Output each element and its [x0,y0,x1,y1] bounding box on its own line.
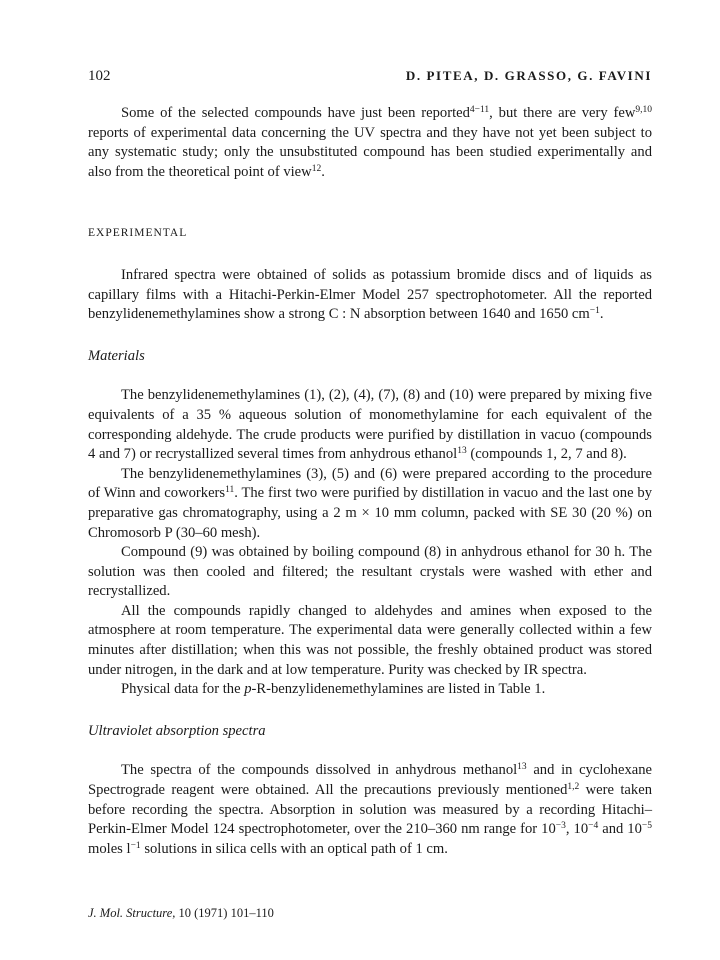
running-header [88,68,652,85]
reference-marker: 9,10 [635,105,652,115]
journal-citation-footer [88,906,274,921]
citation-details: 10 (1971) 101–110 [175,906,274,920]
materials-paragraph-2: The benzylidenemethylamines (3), (5) and (6) were prepared according to the procedure of Winn and coworkers$^{11}$. The first two were purified by distillation in vacuo and the last one by preparative gas chromatography, using a 2 m × 10 mm column, packed with SE 30 (20 %) on Chromosorb P (30–60 mesh). [88,465,653,541]
materials-paragraph-1: The benzylidenemethylamines (1), (2), (4), (7), (8) and (10) were prepared by mixing five equivalents of a 35 % aqueous solution of monomethylamine for each equivalent of the corresponding aldehyde. The crude products were purified by distillation in vacuo (compounds 4 and 7) or recrystallized several times from anhydrous ethanol$^{13}$ (compounds 1, 2, 7 and 8). [88,387,652,463]
reference-marker: 1,2 [567,782,580,793]
reference-marker: 13 [457,446,467,457]
journal-name: J. Mol. Structure, [88,906,176,920]
materials-paragraph-5: Physical data for the p-R-benzylidenemethylamines are listed in Table 1. [121,681,546,698]
intro-paragraph: Some of the selected compounds have just been reported$^{4-11}$, but there are very few$^{9,10}$ reports of experimental data concerning the UV spectra and they have not yet been subject to any systematic study; only the unsubstituted compound has been studied experimentally and also from the theoretical point of view$^{12}$. [88,105,653,180]
subsection-heading-uv: Ultraviolet absorption spectra [88,722,266,739]
uv-paragraph: The spectra of the compounds dissolved in anhydrous methanol$^{13}$ and in cyclohexane Spectrograde reagent were obtained. All the precautions previously mentioned$^{1,2}$ were taken before recording the spectra. Absorption in solution was measured by a recording Hitachi–Perkin-Elmer Model 124 spectrophotometer, over the 210–360 nm range for $10^{-3}$, $10^{-4}$ and $10^{-5}$ moles $l^{-1}$ solutions in silica cells with an optical path of 1 cm. [88,762,653,857]
reference-marker: 11 [225,485,235,496]
page-number: 102 [88,68,111,84]
materials-paragraph-3: Compound (9) was obtained by boiling compound (8) in anhydrous ethanol for 30 h. The solution was then cooled and filtered; the resultant crystals were washed with ether and recrystallized. [88,544,652,600]
reference-marker: 13 [517,762,527,773]
reference-marker: 4−11 [469,105,490,115]
subsection-heading-materials: Materials [88,347,145,364]
reference-marker: 12 [311,163,322,174]
materials-paragraph-4: All the compounds rapidly changed to aldehydes and amines when exposed to the atmosphere at room temperature. The experimental data were generally collected within a few minutes after distillation; when this was not possible, the freshly obtained product was stored under nitrogen, in the dark and at low temperature. Purity was checked by IR spectra. [88,602,652,678]
section-heading-experimental: EXPERIMENTAL [88,227,188,240]
running-authors: D. PITEA, D. GRASSO, G. FAVINI [405,68,652,83]
article-body [88,104,652,859]
experimental-paragraph: Infrared spectra were obtained of solids as potassium bromide discs and of liquids as capillary films with a Hitachi-Perkin-Elmer Model 257 spectrophotometer. All the reported benzylidenemethylamines show a strong C : N absorption between 1640 and 1650 $cm^{-1}$. [88,266,652,323]
